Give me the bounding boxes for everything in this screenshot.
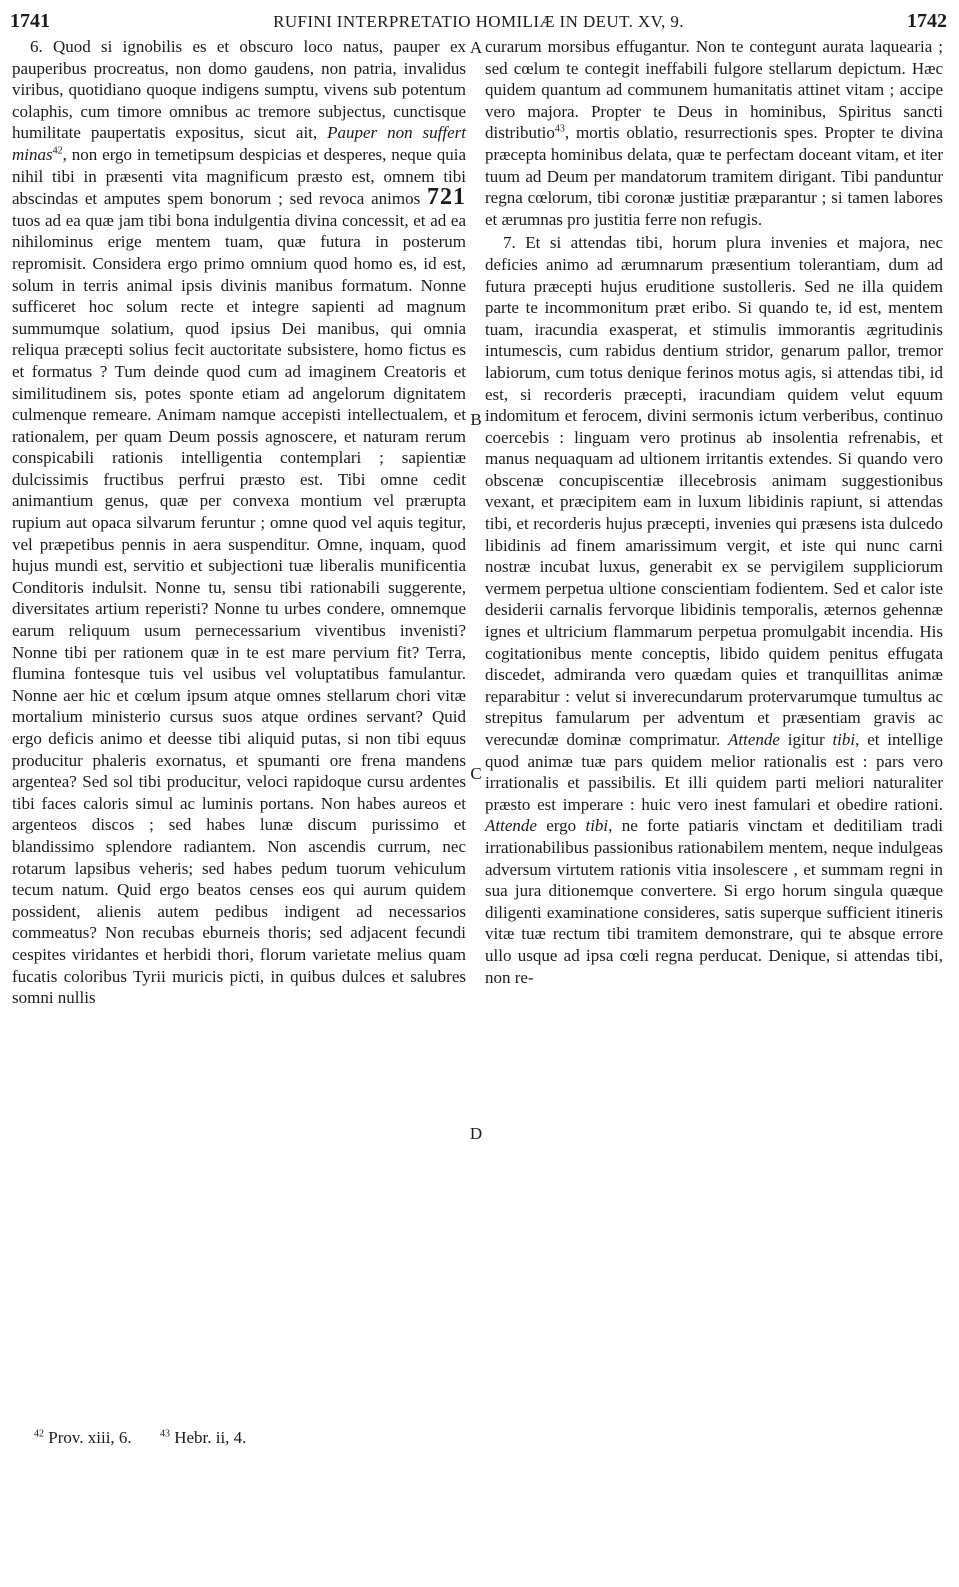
margin-letter-b: B xyxy=(470,410,482,429)
footnote-number: 42 xyxy=(34,1428,44,1440)
right-column xyxy=(485,36,943,988)
scripture-quote: Pauper non suffert minas xyxy=(12,123,466,164)
column-number: 721 xyxy=(427,184,467,211)
paragraph-6 xyxy=(12,36,466,1009)
margin-letter-d: D xyxy=(469,1124,483,1143)
page-number-left: 1741 xyxy=(10,10,50,32)
text-segment: , mortis oblatio, resurrectionis spes. Propter te divina præcepta hominibus delata, quæ te perfectam doceant vitam, et iter tuum ad Deum per mandatorum tramitem dirigant. Tibi panduntur regna cœlorum, tibi coronæ justitiæ præparantur ; si tamen labores et ærumnas pro justitia ferre non refugis. xyxy=(485,123,943,229)
paragraph-7 xyxy=(485,232,943,988)
emphasis-tibi: tibi xyxy=(832,730,856,749)
footnote-number: 43 xyxy=(159,1428,170,1440)
text-segment: , ne forte patiaris vinctam et deditiliam tradi irrationabilibus passionibus rationabilem mentem, neque indulgeas adversum virtutem rationis vitia insolescere , et summam regni in sua jura ditionemque convertere. Si ergo horum singula quæque diligenti examinatione consideres, satis superque sufficient itineris vitæ tuæ rectum tibi tramitem demonstrare, qui te absque errore ullo usque ad ipsa cœli regna perducat. Denique, si attendas tibi, non re- xyxy=(485,816,943,987)
text-segment: ergo xyxy=(546,816,577,836)
page-header xyxy=(10,8,947,38)
left-column xyxy=(12,36,466,1009)
footnotes xyxy=(34,1428,270,1448)
footnote-ref: 43 xyxy=(554,123,565,135)
text-segment: curarum morsibus effugantur. Non te contegunt aurata laquearia ; sed cœlum te contegit ineffabili fulgore stellarum depictum. Hæc quidem quantum ad communem humanitatis attinet vitam ; accipe vero majora. Propter te Deus in hominibus, Spiritus sancti distributio xyxy=(485,37,943,143)
running-title: RUFINI INTERPRETATIO HOMILIÆ IN DEUT. XV, 9. xyxy=(273,12,684,31)
text-segment: igitur xyxy=(787,730,825,749)
emphasis-attende: Attende xyxy=(728,730,780,749)
footnote-ref: 42 xyxy=(52,145,63,157)
text-segment: , non ergo in temetipsum despicias et desperes, neque quia nihil tibi in præsenti vita magnificum præsto est, omnem tibi abscindas et amputes spem bonorum ; sed revoca animos xyxy=(12,144,466,209)
emphasis-tibi: tibi xyxy=(585,816,609,836)
emphasis-attende: Attende xyxy=(485,816,537,836)
page-number-right: 1742 xyxy=(907,10,947,32)
paragraph-6-continued xyxy=(485,36,943,230)
margin-letter-a: A xyxy=(469,38,483,57)
footnote-42 xyxy=(34,1428,144,1447)
text-segment: 7. Et si attendas tibi, horum plura invenies et majora, nec deficies animo ad ærumnarum præsentium tolerantiam, dum ad futura præcepti hujus eruditione sustolleris. Sed ne illa quidem parte te incommonitum præt eribo. Si quando te, id est, mentem tuam, iracundia exasperat, et stimulis immorantis ægritudinis intumescis, cum rabidus dentium stridor, genarum pallor, tremor labiorum, cum totus denique ferinos motus agis, si attendas tibi, id est, si recorderis præcepti, iracundiam quidem velut equum indomitum et ferocem, divini sermonis ictum verberibus, continuo coercebis : linguam vero protinus ab insolentia refrenabis, et manus nequaquam ad ultionem irritantis extendes. Si quando vero obscenæ concupiscentiæ illecebrosis animam suggestionibus vexant, et præcipitem eam in luxum libidinis rapiunt, si attendas tibi, et recorderis hujus præcepti, invenies qui præsens ista dulcedo libidinis ad finem amarissimum vergit, et iste qui nunc carni nostræ incubat luxus, generabit ex se pervigilem suppliciorum vermem perpetua ultione conscientiam fodientem. Sed et calor iste desiderii carnalis fervorque libidinis temporalis, æternos gehennæ ignes et ultricium flammarum perpetua promulgabit incendia. His cogitationibus mente conceptis, libido quidem penitus effugata discedet, admiranda vero quædam quies et tranquillitas animæ reparabitur : velut si inverecundarum protervarumque tumultus ac strepitus famularum per adventum et præsentiam gravis ac verecundæ dominæ comprimatur. xyxy=(485,233,943,749)
text-segment: 6. Quod si ignobilis es et obscuro loco natus, pauper ex pauperibus procreatus, non domo gaudens, non patria, invalidus viribus, quotidiano quoque indigens sumptu, vivens sub potentum colaphis, cum timore omnibus ac tremore subjectus, cunctisque humilitate paupertatis expositus, sicut ait, xyxy=(12,37,466,143)
margin-letter-c: C xyxy=(470,764,482,783)
text-segment: , et intellige quod animæ tuæ pars quidem melior rationalis est : pars vero irrationalis et passibilis. Et illi quidem parti meliori naturaliter præsto est imperare : huic vero inest famulari et obedire rationi. xyxy=(485,730,944,814)
footnote-43 xyxy=(160,1428,259,1447)
footnote-text: Hebr. ii, 4. xyxy=(174,1428,247,1447)
footnote-text: Prov. xiii, 6. xyxy=(48,1428,132,1447)
text-segment: tuos ad ea quæ jam tibi bona indulgentia divina concessit, et ad ea nihilominus erige mentem tuam, quæ futura in posterum repromisit. Considera ergo primo omnium quod homo es, id est, solum in terris animal ipsis divinis manibus formatum. Nonne sufficeret hoc solum recte et integre sapienti ad magnum summumque solatium, quod ipsius Dei manibus, qui omnia reliqua præcepti solius fecit auctoritate subsistere, homo fictus es et formatus ? Tum deinde quod cum ad imaginem Creatoris et similitudinem sis, potes sponte etiam ad angelorum dignitatem culmenque remeare. Animam namque accepisti intellectualem, et rationalem, per quam Deum possis agnoscere, et naturam rerum conspicabili rationis intelligentia contemplari ; sapientiæ dulcissimis fructibus perfrui præsto est. Tibi omne cedit animantium genus, quæ per convexa montium vel prærupta rupium aut opaca silvarum feruntur ; omne quod vel aquis tegitur, vel præpetibus pennis in aera suspenditur. Omne, inquam, quod hujus mundi est, servitio et subjectioni tuæ liberalis munificentia Conditoris indulsit. Nonne tu, sensu tibi rationabili suggerente, diversitates artium reperisti? Nonne tu urbes condere, omnemque earum reliquum usum pernecessarium viventibus invenisti? Nonne tibi per rationem quæ in te est mare pervium fit? Terra, flumina fontesque tuis vel usibus vel voluptatibus famulantur. Nonne aer hic et cœlum ipsum atque omnes stellarum chori vitæ mortalium ministerio cursus suos atque ordines servant? Quid ergo deficis animo et deesse tibi aliquid putas, si non tibi equus producitur phaleris exornatus, et spumanti ore frena mandens argentea? Sed sol tibi producitur, veloci rapidoque cursu ardentes tibi faces caloris simul ac luminis portans. Non habes aureos et argenteos discos ; sed habes lunæ discum purissimo et blandissimo splendore radiantem. Non ascendis currum, nec rotarum lapsibus veheris; sed habes pedum tuorum vehiculum tecum natum. Quid ergo beatos censes eos qui aurum quidem possident, alienis autem pedibus indigent ad necessarios commeatus? Non recubas eburneis thoris; sed adjacent fecundi cespites viridantes et herbidi thori, florum varietate melius quam fucatis coloribus Tyrii muricis picti, in quibus dulces et salubres somni nullis xyxy=(12,210,466,1008)
